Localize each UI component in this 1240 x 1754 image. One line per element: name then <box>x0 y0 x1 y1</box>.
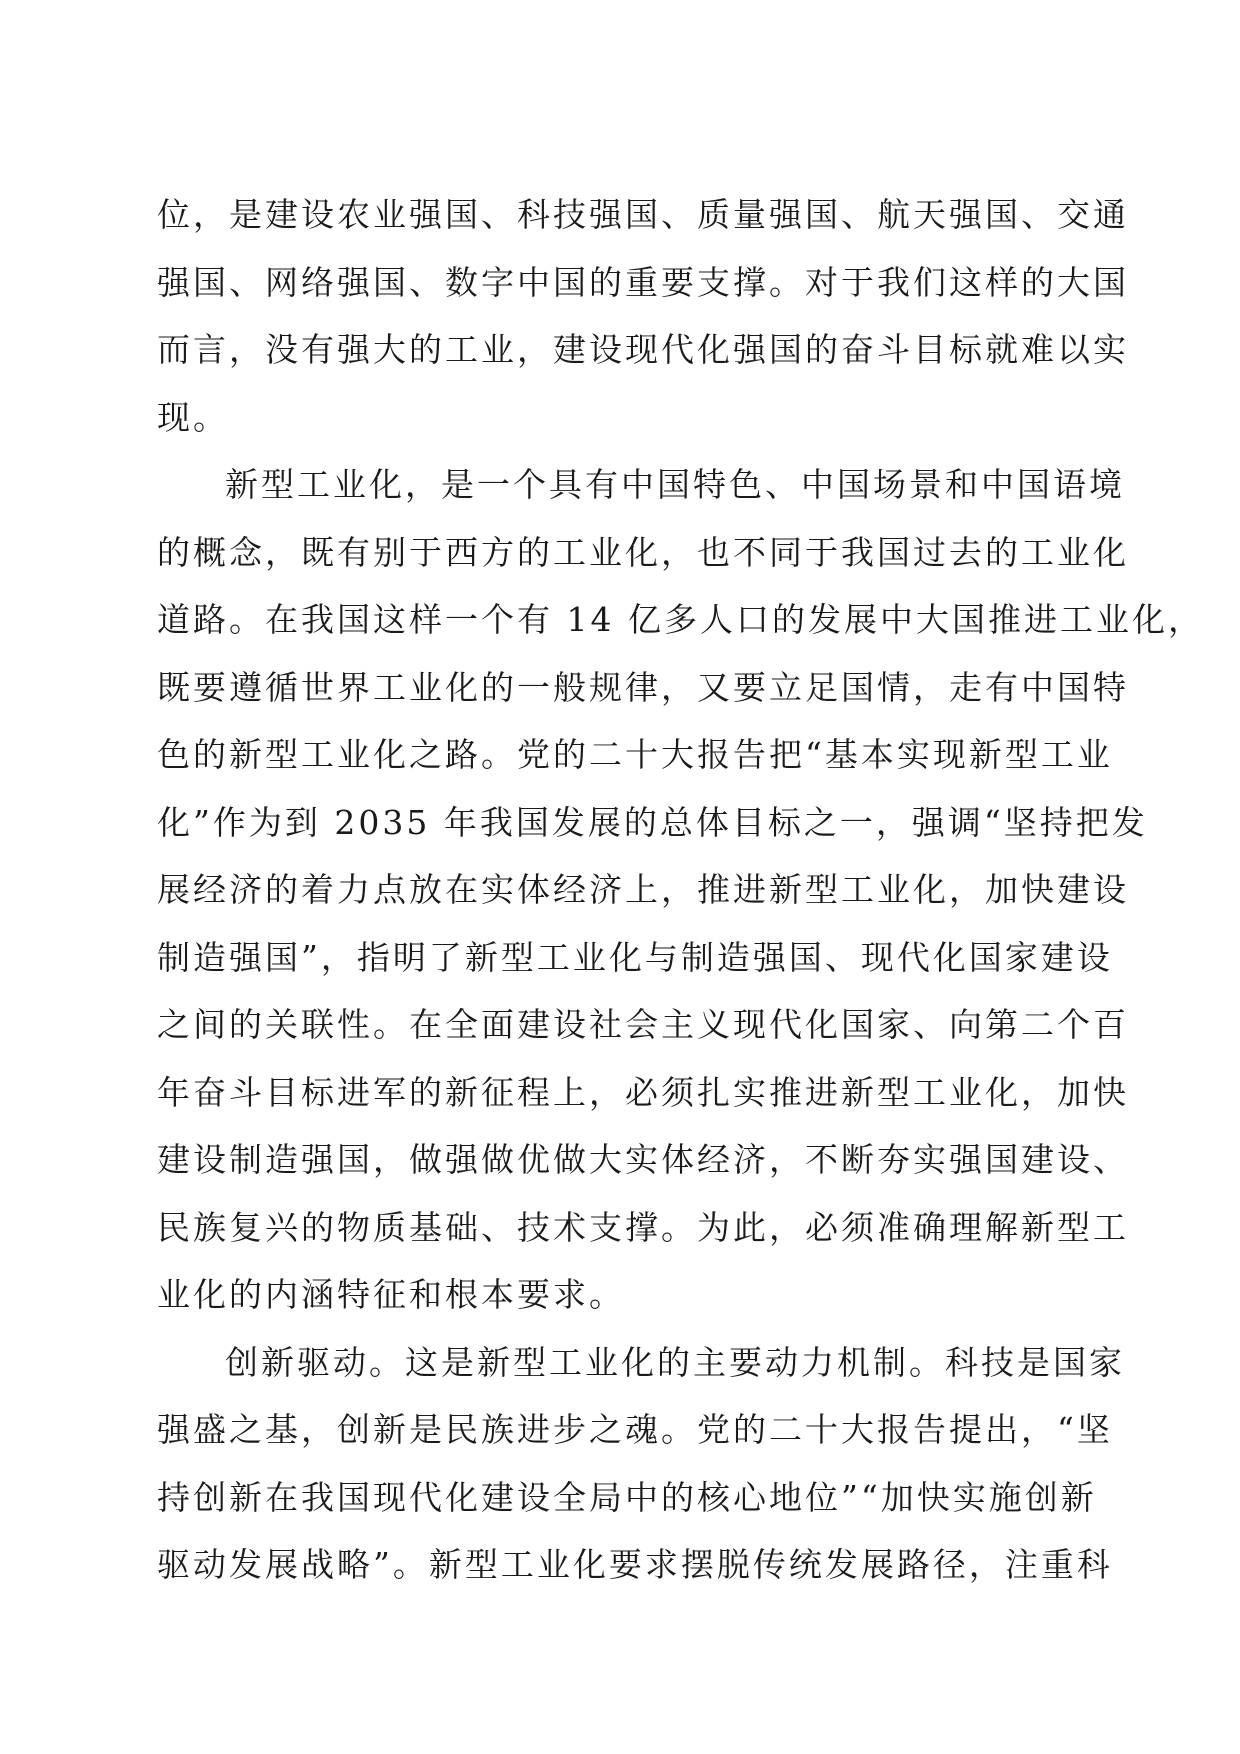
text-line: 民族复兴的物质基础、技术支撑。为此，必须准确理解新型工 <box>157 1207 1129 1247</box>
paragraph-1 <box>157 181 1129 451</box>
text-line: 强盛之基，创新是民族进步之魂。党的二十大报告提出，“坚 <box>157 1410 1113 1449</box>
text-line: 业化的内涵特征和根本要求。 <box>157 1275 625 1314</box>
text-line: 的概念，既有别于西方的工业化，也不同于我国过去的工业化 <box>157 532 1129 572</box>
text-line: 年奋斗目标进军的新征程上，必须扎实推进新型工业化，加快 <box>157 1072 1129 1112</box>
paragraph-3 <box>157 1329 1125 1599</box>
text-line: 强国、网络强国、数字中国的重要支撑。对于我们这样的大国 <box>157 262 1129 302</box>
text-line: 道路。在我国这样一个有 14 亿多人口的发展中大国推进工业化， <box>157 600 1204 639</box>
text-line: 色的新型工业化之路。党的二十大报告把“基本实现新型工业 <box>157 735 1113 774</box>
paragraph-2 <box>157 451 1204 1329</box>
body-text <box>157 181 1204 1599</box>
text-line: 既要遵循世界工业化的一般规律，又要立足国情，走有中国特 <box>157 667 1129 707</box>
text-line: 新型工业化，是一个具有中国特色、中国场景和中国语境 <box>225 465 1125 504</box>
text-line: 现。 <box>157 397 229 437</box>
text-line: 之间的关联性。在全面建设社会主义现代化国家、向第二个百 <box>157 1005 1129 1044</box>
text-line: 建设制造强国，做强做优做大实体经济，不断夯实强国建设、 <box>157 1140 1129 1179</box>
text-line: 展经济的着力点放在实体经济上，推进新型工业化，加快建设 <box>157 870 1129 909</box>
text-line: 持创新在我国现代化建设全局中的核心地位”“加快实施创新 <box>157 1477 1097 1517</box>
text-line: 位，是建设农业强国、科技强国、质量强国、航天强国、交通 <box>157 195 1129 234</box>
text-line: 制造强国”，指明了新型工业化与制造强国、现代化国家建设 <box>157 937 1113 977</box>
text-line: 创新驱动。这是新型工业化的主要动力机制。科技是国家 <box>225 1342 1125 1382</box>
text-line: 化”作为到 2035 年我国发展的总体目标之一，强调“坚持把发 <box>157 802 1148 842</box>
text-line: 驱动发展战略”。新型工业化要求摆脱传统发展路径，注重科 <box>157 1545 1113 1584</box>
text-line: 而言，没有强大的工业，建设现代化强国的奋斗目标就难以实 <box>157 330 1129 369</box>
